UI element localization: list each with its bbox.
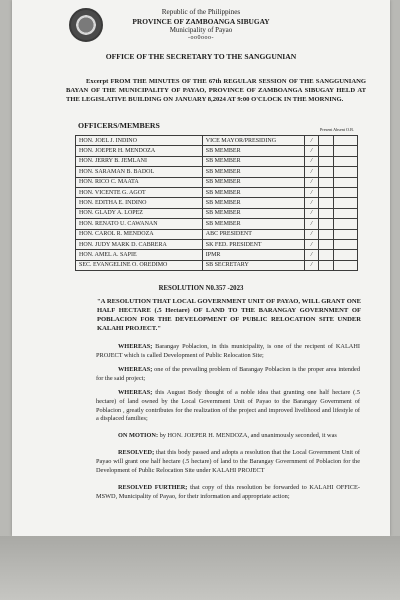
officer-position: SB MEMBER: [202, 146, 304, 156]
paragraph-lead: WHEREAS;: [118, 343, 153, 350]
excerpt-paragraph: [66, 77, 366, 104]
officer-absent-cell: [319, 177, 334, 187]
officer-present-mark: /: [304, 239, 319, 249]
officer-row: [76, 136, 358, 146]
officer-present-mark: /: [304, 187, 319, 197]
paragraph-lead: WHEREAS;: [118, 366, 153, 373]
resolution-number: RESOLUTION N0.357 -2023: [158, 285, 244, 292]
officer-ob-cell: [333, 187, 357, 197]
officer-absent-cell: [319, 229, 334, 239]
whereas-paragraph-3: [96, 389, 360, 424]
excerpt-lead: Excerpt FROM THE MINUTES OF THE 67th REGULAR SESSION: [86, 78, 287, 85]
paragraph-lead: ON MOTION:: [118, 432, 159, 439]
officer-ob-cell: [333, 156, 357, 166]
officer-name: HON. JUDY MARK D. CABRERA: [76, 239, 203, 249]
officer-absent-cell: [319, 136, 334, 146]
officer-position: SK FED. PRESIDENT: [202, 239, 304, 249]
officer-ob-cell: [333, 146, 357, 156]
paragraph-text: by HON. JOEPER H. MENDOZA, and unanimously seconded, it was: [159, 432, 337, 439]
officer-position: SB MEMBER: [202, 219, 304, 229]
officer-position: SB MEMBER: [202, 208, 304, 218]
officer-name: HON. RENATO U. CAWANAN: [76, 219, 203, 229]
officer-position: SB MEMBER: [202, 187, 304, 197]
paragraph-text: this August Body thought of a noble idea that granting one half hectare (.5 hectare) of land owned by the Local Government Unit of Payao to the Barangay Government of Poblacion , greatly contributes for the realization of the project and improved livelihood and lifestyle of a displaced families;: [96, 389, 360, 423]
office-title: OFFICE OF THE SECRETARY TO THE SANGGUNIAN: [105, 52, 297, 61]
paragraph-text: Barangay Poblacion, in this municipality, is one of the recipent of KALAHI PROJECT which is called Development of Public Relocation Site;: [96, 343, 360, 359]
officer-row: [76, 146, 358, 156]
paragraph-lead: RESOLVED FURTHER;: [118, 484, 188, 491]
officer-name: SEC. EVANGELINE O. OREDIMO: [76, 260, 203, 270]
officer-name: HON. GLADY A. LOPEZ: [76, 208, 203, 218]
officer-absent-cell: [319, 198, 334, 208]
officer-row: [76, 187, 358, 197]
officer-absent-cell: [319, 219, 334, 229]
officer-present-mark: /: [304, 219, 319, 229]
resolution-title: "A RESOLUTION THAT LOCAL GOVERNMENT UNIT OF PAYAO, WILL GRANT ONE HALF HECTARE (.5 Hectare) OF LAND TO THE BARANGAY GOVERNMENT OF POBLACION FOR THE DEVELOPMENT OF PUBLIC RELOCATION SITE UNDER KALAHI PROJECT.": [97, 298, 361, 332]
officer-position: VICE MAYOR/PRESIDING: [202, 136, 304, 146]
officers-table: [75, 135, 358, 271]
officer-present-mark: /: [304, 208, 319, 218]
officer-absent-cell: [319, 156, 334, 166]
officer-name: HON. RICO C. MAATA: [76, 177, 203, 187]
officer-name: HON. AMEL A. SAPIE: [76, 250, 203, 260]
whereas-paragraph-2: [96, 366, 360, 384]
paragraph-lead: WHEREAS;: [118, 389, 153, 396]
motion-paragraph: [96, 432, 360, 441]
paragraph-text: that copy of this resolution be forwarded to KALAHI OFFICE-MSWD, Municipality of Payao, for their information and appropriate action;: [96, 484, 360, 500]
officer-name: HON. SARAMAN B. BADOL: [76, 167, 203, 177]
officer-row: [76, 177, 358, 187]
officer-position: SB MEMBER: [202, 198, 304, 208]
officer-row: [76, 239, 358, 249]
officer-row: [76, 250, 358, 260]
officer-present-mark: /: [304, 198, 319, 208]
officer-ob-cell: [333, 239, 357, 249]
officer-position: SB MEMBER: [202, 167, 304, 177]
officer-present-mark: /: [304, 177, 319, 187]
officer-row: [76, 229, 358, 239]
officer-row: [76, 208, 358, 218]
officer-ob-cell: [333, 198, 357, 208]
officer-present-mark: /: [304, 250, 319, 260]
officer-present-mark: /: [304, 167, 319, 177]
officer-name: HON. JERRY B. JEMLANI: [76, 156, 203, 166]
officer-name: HON. VICENTE G. AGOT: [76, 187, 203, 197]
paragraph-lead: RESOLVED;: [118, 449, 155, 456]
officer-name: HON. CAROL R. MENDOZA: [76, 229, 203, 239]
officer-present-mark: /: [304, 146, 319, 156]
officer-ob-cell: [333, 229, 357, 239]
officer-position: IPMR: [202, 250, 304, 260]
officer-absent-cell: [319, 167, 334, 177]
attendance-column-note: Present Absent O.B.: [320, 127, 354, 132]
header-province: PROVINCE OF ZAMBOANGA SIBUGAY: [132, 17, 270, 26]
officer-ob-cell: [333, 219, 357, 229]
officer-position: SB SECRETARY: [202, 260, 304, 270]
document-page: [12, 0, 390, 536]
paragraph-text: one of the prevailing problem of Barangay Poblacion is the proper area intended for the said project;: [96, 366, 360, 382]
officer-ob-cell: [333, 208, 357, 218]
officer-ob-cell: [333, 260, 357, 270]
resolved-paragraph: [96, 449, 360, 475]
officer-ob-cell: [333, 177, 357, 187]
officer-present-mark: /: [304, 156, 319, 166]
officer-absent-cell: [319, 208, 334, 218]
officer-row: [76, 198, 358, 208]
header-municipality: Municipality of Payao: [169, 26, 233, 34]
officer-name: HON. EDITHA E. INDINO: [76, 198, 203, 208]
header-divider: -oo0ooo-: [188, 35, 214, 41]
header-republic: Republic of the Philippines: [161, 8, 241, 16]
officer-absent-cell: [319, 146, 334, 156]
officer-ob-cell: [333, 136, 357, 146]
officer-row: [76, 156, 358, 166]
resolved-further-paragraph: [96, 484, 360, 502]
officer-ob-cell: [333, 250, 357, 260]
officer-absent-cell: [319, 239, 334, 249]
officer-position: SB MEMBER: [202, 156, 304, 166]
officer-present-mark: /: [304, 260, 319, 270]
whereas-paragraph-1: [96, 343, 360, 361]
officer-position: SB MEMBER: [202, 177, 304, 187]
officer-present-mark: /: [304, 136, 319, 146]
officers-label: OFFICERS/MEMBERS: [78, 121, 160, 130]
officer-present-mark: /: [304, 229, 319, 239]
desk-surface: [0, 536, 400, 600]
officer-name: HON. JOEPER H. MENDOZA: [76, 146, 203, 156]
officer-row: [76, 167, 358, 177]
officer-absent-cell: [319, 250, 334, 260]
officer-absent-cell: [319, 187, 334, 197]
officer-row: [76, 260, 358, 270]
paragraph-text: that this body passed and adopts a resolution that the Local Government Unit of Payao will grant one half hectare (.5 hectare) of land to the Barangay Government of Poblacion for the Development of Public Relocation Site under KALAHI PROJECT: [96, 449, 360, 474]
officer-absent-cell: [319, 260, 334, 270]
officer-name: HON. JOEL J. INDINO: [76, 136, 203, 146]
excerpt-rest: OF THE SANGGUNIANG BAYAN OF THE MUNICIPALITY OF PAYAO, PROVINCE OF ZAMBOANGA SIBUGAY HELD AT THE LEGISLATIVE BUILDING ON JANUARY 8,2024 AT 9:00 O'CLOCK IN THE MORNING.: [66, 78, 366, 103]
officer-ob-cell: [333, 167, 357, 177]
officer-row: [76, 219, 358, 229]
officer-position: ABC PRESIDENT: [202, 229, 304, 239]
